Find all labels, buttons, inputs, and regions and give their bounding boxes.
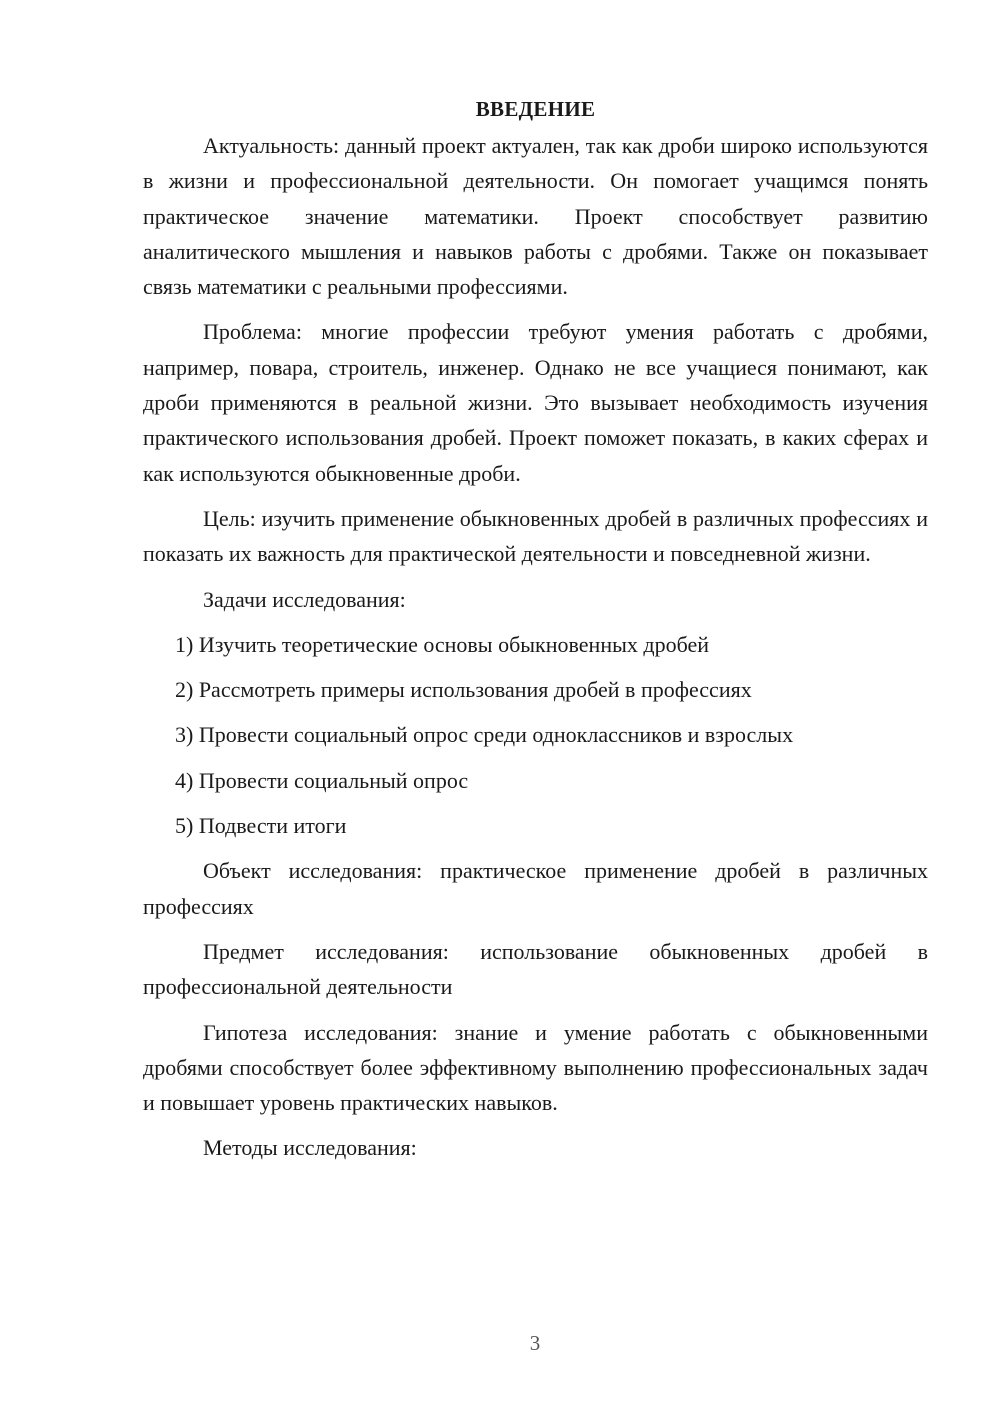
page-number: 3 [529, 1331, 541, 1355]
object-paragraph: Объект исследования: практическое применение дробей в различных профессиях [143, 858, 928, 919]
methods-heading: Методы исследования: [203, 1135, 417, 1161]
list-item: 3) Провести социальный опрос среди одноклассников и взрослых [175, 722, 794, 748]
list-item: 4) Провести социальный опрос [175, 767, 469, 793]
subject-paragraph: Предмет исследования: использование обыкновенных дробей в профессиональной деятельности [143, 938, 928, 1000]
page-title: ВВЕДЕНИЕ [475, 97, 596, 121]
goal-paragraph: Цель: изучить применение обыкновенных дробей в различных профессиях и показать их важность для практической деятельности и повседневной жизни. [143, 505, 928, 567]
list-item: 1) Изучить теоретические основы обыкновенных дробей [175, 631, 710, 657]
list-item: 5) Подвести итоги [175, 813, 347, 839]
relevance-paragraph: Актуальность: данный проект актуален, так как дроби широко используются в жизни и профессиональной деятельности. Он помогает учащимся понять практическое значение математики. Проект способствует развитию аналитического мышления и навыков работы с дробями. Также он показывает связь математики с реальными профессиями. [143, 133, 928, 300]
tasks-heading: Задачи исследования: [203, 586, 406, 612]
problem-paragraph: Проблема: многие профессии требуют умения работать с дробями, например, повара, строитель, инженер. Однако не все учащиеся понимают, как дроби применяются в реальной жизни. Это вызывает необходимость изучения практического использования дробей. Проект поможет показать, в каких сферах и как используются обыкновенные дроби. [143, 319, 928, 486]
page-content [143, 92, 928, 1176]
tasks-list [143, 627, 928, 843]
hypothesis-paragraph: Гипотеза исследования: знание и умение работать с обыкновенными дробями способствует более эффективному выполнению профессиональных задач и повышает уровень практических навыков. [143, 1019, 928, 1116]
list-item: 2) Рассмотреть примеры использования дробей в профессиях [175, 677, 752, 703]
